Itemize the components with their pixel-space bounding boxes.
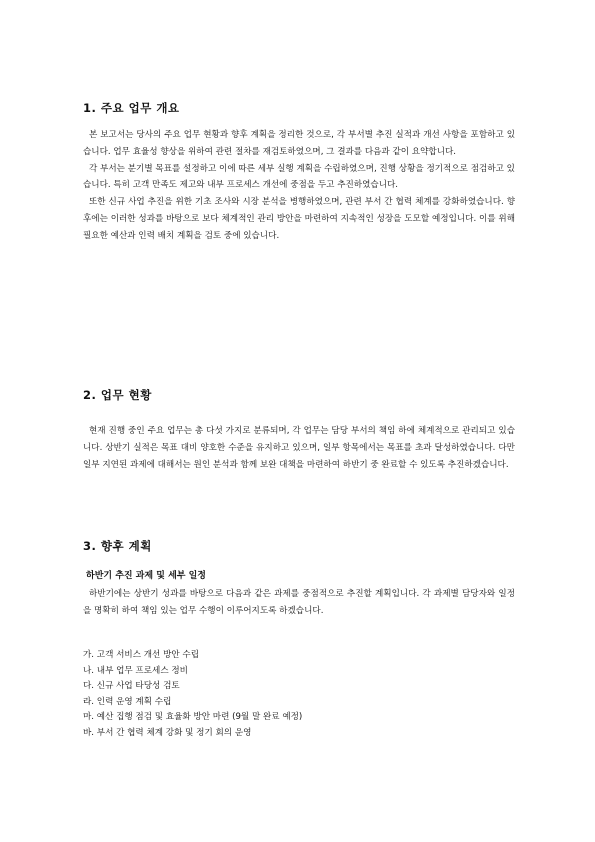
section-3-body (83, 586, 515, 620)
section-3-task-list (83, 648, 515, 741)
section-1-paragraph-2: 각 부서는 분기별 목표를 설정하고 이에 따른 세부 실행 계획을 수립하였으며, 진행 상황을 정기적으로 점검하고 있습니다. 특히 고객 만족도 제고와 내부 프로세스 개선에 중점을 두고 추진하였습니다. (83, 163, 515, 191)
section-3-paragraph-1: 하반기에는 상반기 성과를 바탕으로 다음과 같은 과제를 중점적으로 추진할 계획입니다. 각 과제별 담당자와 일정을 명확히 하여 책임 있는 업무 수행이 이루어지도록 하겠습니다. (83, 589, 515, 616)
section-1-paragraph-3: 또한 신규 사업 추진을 위한 기초 조사와 시장 분석을 병행하였으며, 관련 부서 간 협력 체계를 강화하였습니다. 향후에는 이러한 성과를 바탕으로 보다 체계적인 관리 방안을 마련하여 지속적인 성장을 도모할 예정입니다. 이를 위해 필요한 예산과 인력 배치 계획을 검토 중에 있습니다. (83, 197, 515, 241)
list-item: 마. 예산 집행 점검 및 효율화 방안 마련 (9월 말 완료 예정) (83, 712, 303, 722)
list-item: 다. 신규 사업 타당성 검토 (83, 681, 180, 691)
section-2-body (83, 423, 515, 473)
list-item: 바. 부서 간 협력 체계 강화 및 정기 회의 운영 (83, 727, 252, 738)
section-3-heading: 3. 향후 계획 (83, 539, 152, 553)
list-item: 나. 내부 업무 프로세스 정비 (83, 665, 188, 676)
section-2-paragraph-1: 현재 진행 중인 주요 업무는 총 다섯 가지로 분류되며, 각 업무는 담당 부서의 책임 하에 체계적으로 관리되고 있습니다. 상반기 실적은 목표 대비 양호한 수준을 유지하고 있으며, 일부 항목에서는 목표를 초과 달성하였습니다. 다만 일부 지연된 과제에 대해서는 원인 분석과 함께 보완 대책을 마련하여 하반기 중 완료할 수 있도록 추진하겠습니다. (83, 426, 515, 470)
section-3-subheading: 하반기 추진 과제 및 세부 일정 (86, 571, 206, 581)
list-item: 라. 인력 운영 계획 수립 (83, 696, 172, 707)
section-1-paragraph-1: 본 보고서는 당사의 주요 업무 현황과 향후 계획을 정리한 것으로, 각 부서별 추진 실적과 개선 사항을 포함하고 있습니다. 업무 효율성 향상을 위하여 관련 절차를 재검토하였으며, 그 결과를 다음과 같이 요약합니다. (83, 130, 515, 157)
section-1-body (83, 127, 515, 245)
list-item: 가. 고객 서비스 개선 방안 수립 (83, 650, 200, 660)
section-2-heading: 2. 업무 현황 (83, 388, 152, 402)
section-1-heading: 1. 주요 업무 개요 (83, 101, 180, 115)
